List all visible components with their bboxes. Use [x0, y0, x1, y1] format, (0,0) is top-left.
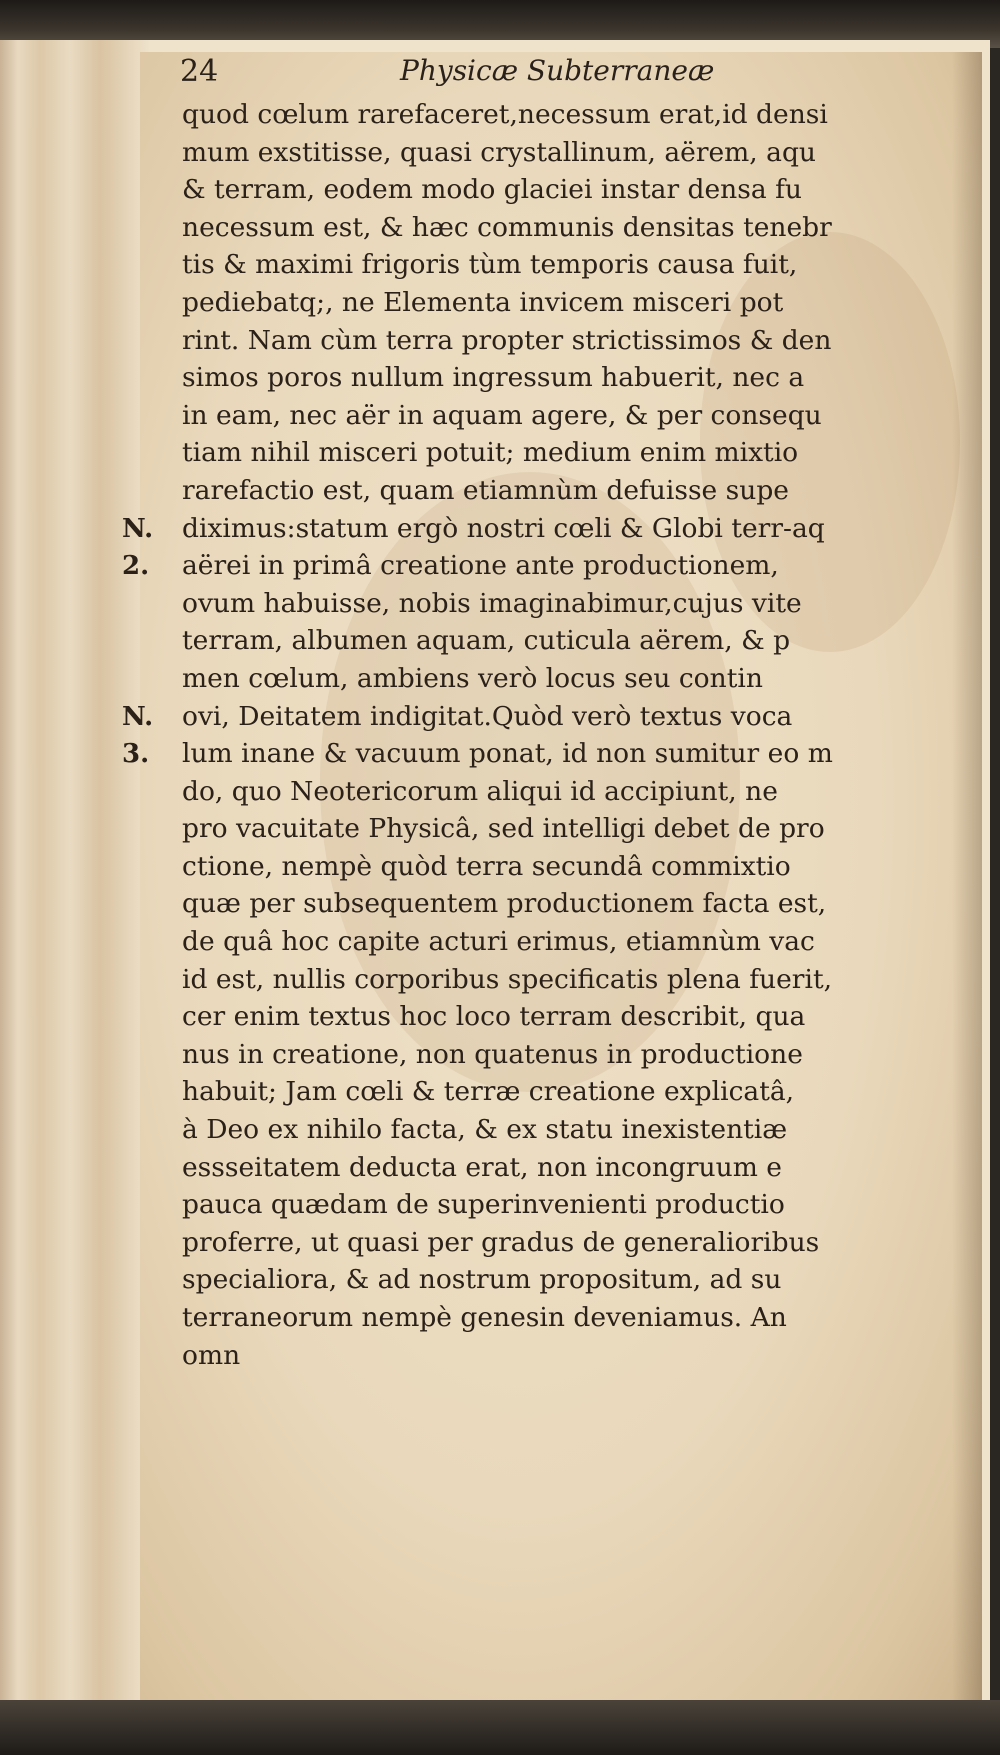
text-line: ovi, Deitatem indigitat.Quòd verò textus voca: [182, 700, 793, 732]
text-line: tis & maximi frigoris tùm temporis causa fuit,: [182, 249, 798, 281]
text-line: terram, albumen aquam, cuticula aërem, & p: [182, 625, 791, 657]
text-line: terraneorum nempè genesin deveniamus. An: [182, 1302, 787, 1333]
text-line: rint. Nam cùm terra propter strictissimos & den: [182, 324, 832, 356]
text-line: pauca quædam de superinvenienti productio: [182, 1189, 785, 1221]
text-line: quæ per subsequentem productionem facta est,: [182, 888, 827, 920]
book-cover-bottom: [0, 1700, 1000, 1755]
text-line: necessum est, & hæc communis densitas tenebr: [182, 211, 832, 243]
text-line: pro vacuitate Physicâ, sed intelligi debet de pro: [182, 813, 825, 845]
text-line: rarefactio est, quam etiamnùm defuisse supe: [182, 474, 789, 506]
margin-note: N.: [122, 513, 154, 544]
text-line: omn: [182, 1339, 241, 1371]
page-number: 24: [180, 54, 219, 89]
text-line: ctione, nempè quòd terra secundâ commixtio: [182, 850, 791, 882]
text-line: quod cœlum rarefaceret,necessum erat,id densi: [182, 99, 828, 130]
text-line: id est, nullis corporibus specificatis plena fuerit,: [182, 963, 833, 995]
body-text: [182, 96, 842, 1374]
text-line: essseitatem deducta erat, non incongruum e: [182, 1151, 782, 1183]
margin-note: 3.: [122, 739, 150, 770]
page-gutter-shadow: [952, 52, 982, 1717]
margin-note: 2.: [122, 551, 150, 582]
running-title: Physicæ Subterraneæ: [400, 54, 715, 87]
text-line: men cœlum, ambiens verò locus seu contin: [182, 662, 763, 694]
text-line: tiam nihil misceri potuit; medium enim mixtio: [182, 437, 799, 469]
text-line: mum exstitisse, quasi crystallinum, aërem, aqu: [182, 136, 816, 168]
text-line: proferre, ut quasi per gradus de generalioribus: [182, 1226, 820, 1258]
text-line: specialiora, & ad nostrum propositum, ad su: [182, 1264, 782, 1296]
text-line: lum inane & vacuum ponat, id non sumitur eo m: [182, 738, 833, 770]
text-line: aërei in primâ creatione ante productionem,: [182, 550, 779, 582]
text-line: & terram, eodem modo glaciei instar densa fu: [182, 174, 802, 206]
text-line: simos poros nullum ingressum habuerit, nec a: [182, 362, 805, 394]
text-line: nus in creatione, non quatenus in productione: [182, 1038, 803, 1070]
text-line: pediebatq;, ne Elementa invicem misceri pot: [182, 286, 784, 318]
text-line: do, quo Neotericorum aliqui id accipiunt, ne: [182, 775, 778, 807]
text-line: habuit; Jam cœli & terræ creatione explicatâ,: [182, 1076, 795, 1108]
text-line: à Deo ex nihilo facta, & ex statu inexistentiæ: [182, 1114, 788, 1146]
page-header: [180, 48, 830, 98]
text-line: ovum habuisse, nobis imaginabimur,cujus vite: [182, 587, 802, 619]
text-line: cer enim textus hoc loco terram describit, qua: [182, 1001, 806, 1033]
text-line: diximus:statum ergò nostri cœli & Globi terr-aq: [182, 512, 825, 544]
margin-note: N.: [122, 701, 154, 732]
text-line: de quâ hoc capite acturi erimus, etiamnùm vac: [182, 926, 815, 958]
text-line: in eam, nec aër in aquam agere, & per consequ: [182, 399, 822, 431]
